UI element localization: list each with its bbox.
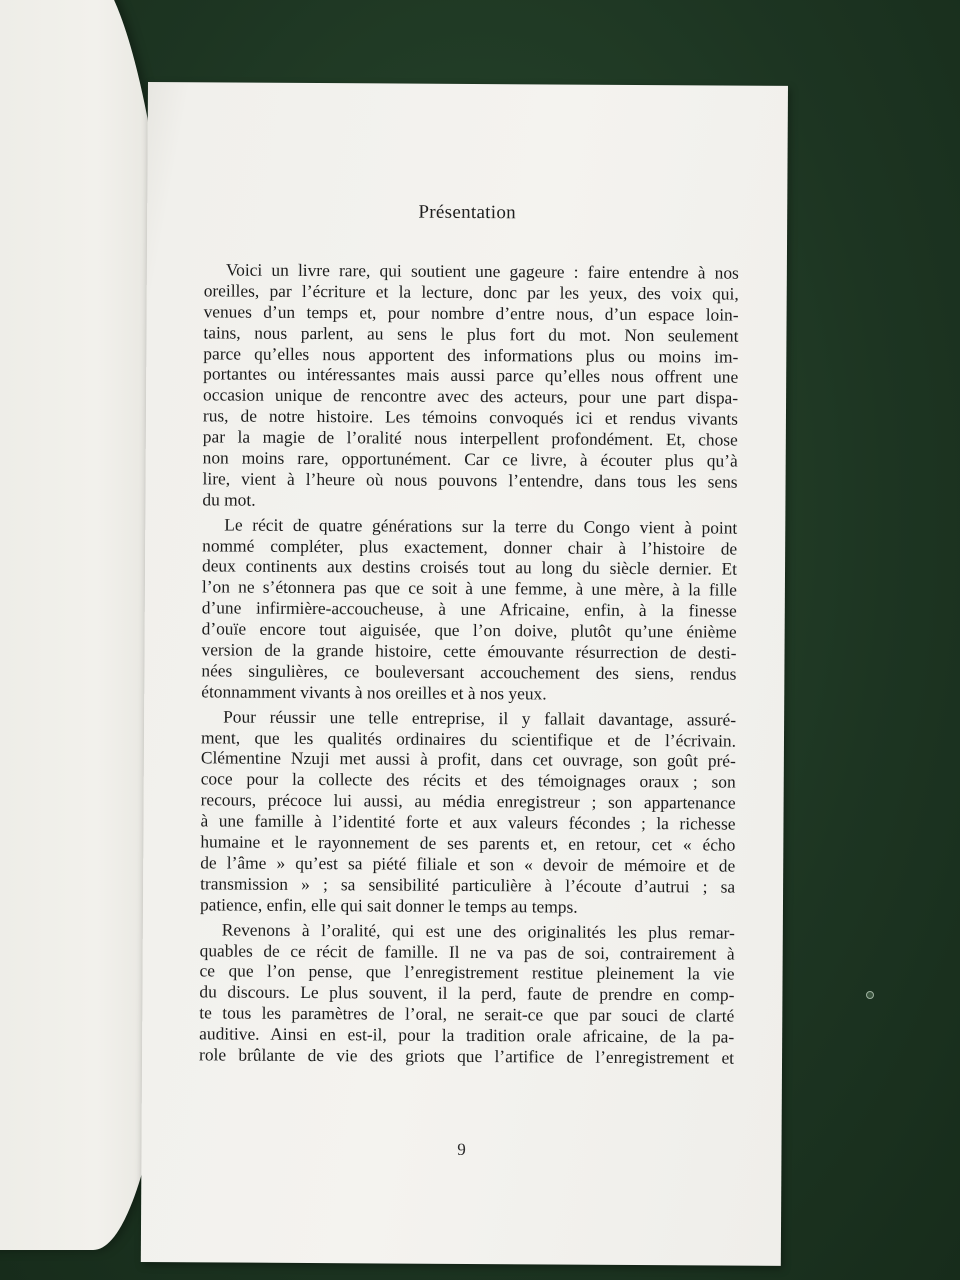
- text-line: humaine et le rayonnement de ses parents et, en retour, cet « écho: [200, 831, 736, 855]
- text-line: de l’âme » qu’est sa piété filiale et son « devoir de mémoire et de: [200, 852, 736, 876]
- text-line: du discours. Le plus souvent, il la perd, faute de prendre en comp-: [199, 981, 735, 1005]
- text-line: occasion unique de rencontre avec des acteurs, pour une part dispa-: [203, 384, 739, 408]
- body-text: [199, 259, 739, 1068]
- text-line: transmission » ; sa sensibilité particulière à l’écoute d’autrui ; sa: [200, 873, 736, 897]
- text-line: patience, enfin, elle qui sait donner le temps au temps.: [199, 894, 578, 917]
- text-line: recours, précoce lui aussi, au média enregistreur ; son appartenance: [200, 789, 736, 813]
- text-line: nommé compléter, plus exactement, donner chair à l’histoire de: [202, 534, 738, 559]
- text-line: quables de ce récit de famille. Il ne va pas de soi, contrairement à: [199, 939, 735, 964]
- text-line: par la magie de l’oralité nous interpellent profondément. Et, chose: [202, 426, 738, 450]
- text-line: coce pour la collecte des récits et des témoignages oraux ; son: [200, 768, 736, 792]
- text-line: Le récit de quatre générations sur la terre du Congo vient à point: [224, 514, 738, 538]
- text-line: parce qu’elles nous apportent des informations plus ou moins im-: [203, 342, 739, 367]
- text-line: tains, nous parlent, au sens le plus fort du mot. Non seulement: [203, 322, 739, 346]
- text-line: venues d’un temps et, pour nombre d’entre nous, d’un espace loin-: [203, 301, 739, 325]
- text-line: ce que l’on pense, que l’enregistrement restitue pleinement la vie: [199, 960, 735, 984]
- page-title: Présentation: [418, 201, 517, 224]
- pin-hole: [866, 991, 874, 999]
- text-line: nées singulières, ce bouleversant accouchement des siens, rendus: [201, 660, 737, 684]
- text-line: rus, de notre histoire. Les témoins convoqués ici et rendus vivants: [202, 405, 739, 429]
- text-line: à une famille à l’identité forte et aux valeurs fécondes ; la richesse: [200, 810, 736, 834]
- book-page: [141, 82, 788, 1266]
- text-line: role brûlante de vie des griots que l’artifice de l’enregistrement et: [199, 1044, 735, 1068]
- paragraph: [202, 259, 739, 513]
- text-line: d’ouïe encore tout aiguisée, que l’on doive, plutôt qu’une énième: [201, 618, 737, 642]
- text-line: lire, vient à l’heure où nous pouvons l’entendre, dans tous les sens: [202, 468, 738, 492]
- text-line: étonnamment vivants à nos oreilles et à nos yeux.: [201, 681, 547, 704]
- text-line: version de la grande histoire, cette émouvante résurrection de desti-: [201, 639, 737, 663]
- text-line: auditive. Ainsi en est-il, pour la tradition orale africaine, de la pa-: [199, 1023, 735, 1047]
- text-line: ment, que les qualités ordinaires du scientifique et de l’écrivain.: [200, 726, 737, 751]
- text-line: d’une infirmière-accoucheuse, à une Africaine, enfin, à la finesse: [201, 597, 737, 621]
- text-line: Voici un livre rare, qui soutient une gageure : faire entendre à nos: [225, 259, 739, 283]
- text-line: deux continents aux destins croisés tout au long du siècle dernier. Et: [201, 555, 738, 580]
- paragraph: [201, 514, 737, 705]
- paragraph: [199, 919, 735, 1068]
- paragraph: [200, 706, 736, 918]
- text-line: du mot.: [202, 489, 256, 510]
- text-line: oreilles, par l’écriture et la lecture, donc par les yeux, des voix qui,: [203, 280, 739, 304]
- text-line: l’on ne s’étonnera pas que ce soit à une femme, à une mère, à la fille: [201, 576, 737, 600]
- text-line: non moins rare, opportunément. Car ce livre, à écouter plus qu’à: [202, 447, 738, 471]
- text-line: Clémentine Nzuji met aussi à profit, dans cet ouvrage, son goût pré-: [200, 747, 736, 772]
- text-line: te tous les paramètres de l’oral, ne serait-ce que par souci de clarté: [199, 1002, 735, 1026]
- page-number: 9: [457, 1139, 466, 1159]
- text-line: Revenons à l’oralité, qui est une des originalités les plus remar-: [221, 919, 735, 943]
- text-line: portantes ou intéressantes mais aussi parce qu’elles nous offrent une: [203, 363, 739, 388]
- text-line: Pour réussir une telle entreprise, il y fallait davantage, assuré-: [223, 706, 737, 730]
